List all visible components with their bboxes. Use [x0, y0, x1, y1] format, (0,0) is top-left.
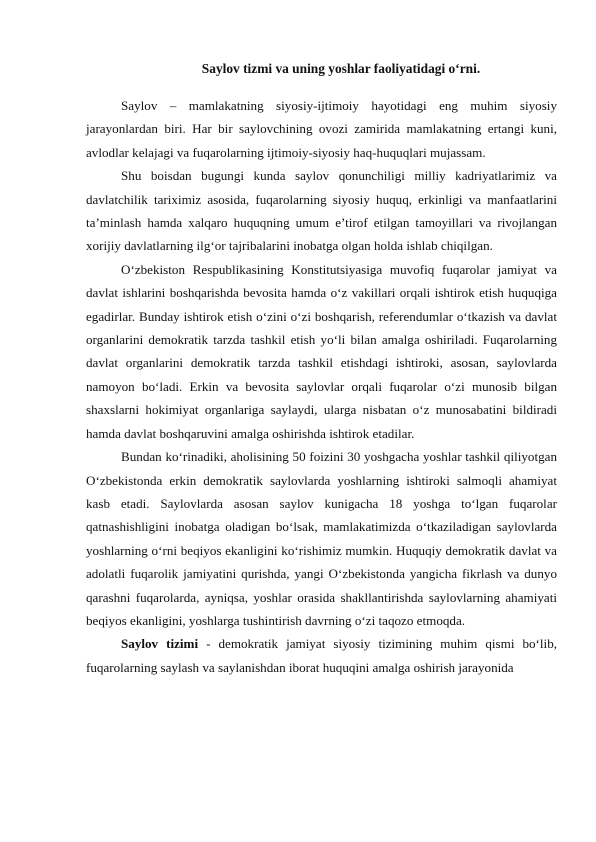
defined-term: Saylov tizimi	[121, 636, 199, 652]
document-body	[86, 94, 557, 679]
paragraph-3: O‘zbekiston Respublikasining Konstitutsiyasiga muvofiq fuqarolar jamiyat va davlat ishlarini boshqarishda bevosita hamda o‘z vakillari orqali ishtirok etish huquqiga egadirlar. Bunday ishtirok etish o‘zini o‘zi boshqarish, referendumlar o‘tkazish va davlat organlarini demokratik tarzda tashkil etish yo‘li bilan amalga oshiriladi. Fuqarolarning davlat organlarini demokratik tarzda tashkil etishdagi ishtiroki, asosan, saylovlarda namoyon bo‘ladi. Erkin va bevosita saylovlar orqali fuqarolar o‘zi munosib bilgan shaxslarni hokimiyat organlariga saylaydi, ularga nisbatan o‘z munosabatini bildiradi hamda davlat boshqaruvini amalga oshirishda ishtirok etadilar.	[86, 261, 557, 441]
paragraph-5	[86, 632, 557, 679]
paragraph-4: Bundan ko‘rinadiki, aholisining 50 foizini 30 yoshgacha yoshlar tashkil qiliyotgan O‘zbekistonda erkin demokratik saylovlarda yoshlarning ishtiroki salmoqli ahamiyat kasb etadi. Saylovlarda asosan saylov kunigacha 18 yoshga to‘lgan fuqarolar qatnashishligini inobatga oladigan bo‘lsak, mamlakatimizda o‘tkaziladigan saylovlarda yoshlarning o‘rni beqiyos ekanligini ko‘rishimiz mumkin. Huquqiy demokratik davlat va adolatli fuqarolik jamiyatini qurishda, yangi O‘zbekistonda yangicha fikrlash va dunyo qarashni fuqarolarda, ayniqsa, yoshlar orasida shakllantirishda saylovlarning ahamiyati beqiyos ekanligini, yoshlarga tushintirish davrning o‘zi taqozo etmoqda.	[86, 449, 557, 628]
definition-text: - demokratik jamiyat siyosiy tizimining muhim qismi bo‘lib, fuqarolarning saylash va saylanishdan iborat huquqini amalga oshirish jarayonida	[86, 636, 558, 675]
document-title: Saylov tizmi va uning yoshlar faoliyatidagi o‘rni.	[201, 61, 481, 76]
paragraph-2: Shu boisdan bugungi kunda saylov qonunchiligi milliy kadriyatlarimiz va davlatchilik tariximiz asosida, fuqarolarning siyosiy huquq, erkinligi va manfaatlarini ta’minlash hamda xalqaro huquqning umum e’tirof etilgan tamoyillari va rivojlangan xorijiy davlatlarning ilg‘or tajribalarini inobatga olgan holda ishlab chiqilgan.	[86, 168, 557, 254]
paragraph-1: Saylov – mamlakatning siyosiy-ijtimoiy hayotidagi eng muhim siyosiy jarayonlardan biri. Har bir saylovchining ovozi zamirida mamlakatning ertangi kuni, avlodlar kelajagi va fuqarolarning ijtimoiy-siyosiy haq-huquqlari mujassam.	[86, 98, 557, 160]
